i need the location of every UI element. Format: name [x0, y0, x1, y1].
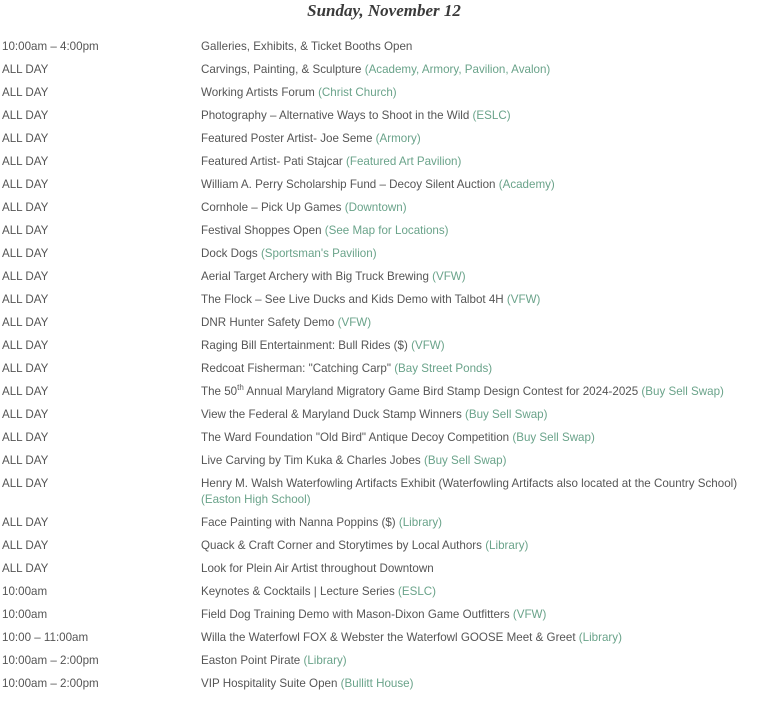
event-description [201, 382, 768, 405]
schedule-row [0, 267, 768, 290]
event-title: View the Federal & Maryland Duck Stamp Winners [201, 408, 462, 421]
event-description [201, 152, 768, 175]
event-location-link[interactable]: (Downtown) [344, 201, 407, 214]
event-title: Aerial Target Archery with Big Truck Brewing [201, 270, 429, 283]
event-description [201, 559, 768, 582]
event-title: Face Painting with Nanna Poppins ($) [201, 516, 396, 529]
event-title: Dock Dogs [201, 247, 258, 260]
schedule-row [0, 451, 768, 474]
event-description [201, 175, 768, 198]
event-location-link[interactable]: (Bay Street Ponds) [394, 362, 493, 375]
event-time: 10:00am – 2:00pm [2, 654, 99, 667]
event-title: VIP Hospitality Suite Open [201, 677, 338, 690]
schedule-row [0, 582, 768, 605]
event-description [201, 37, 768, 60]
event-time: ALL DAY [2, 339, 49, 352]
event-title: Quack & Craft Corner and Storytimes by Local Authors [201, 539, 482, 552]
event-description [201, 267, 768, 290]
event-location-link[interactable]: (Christ Church) [318, 86, 397, 99]
event-description [201, 60, 768, 83]
event-title: Carvings, Painting, & Sculpture [201, 63, 362, 76]
event-title: Annual Maryland Migratory Game Bird Stamp Design Contest for 2024-2025 [243, 385, 639, 398]
event-time: 10:00am [2, 608, 48, 621]
event-location-link[interactable]: (VFW) [506, 293, 541, 306]
event-time: ALL DAY [2, 109, 49, 122]
event-description [201, 674, 768, 697]
event-description [201, 83, 768, 106]
event-time: ALL DAY [2, 224, 49, 237]
schedule-row [0, 382, 768, 405]
event-title: Willa the Waterfowl FOX & Webster the Waterfowl GOOSE Meet & Greet [201, 631, 576, 644]
schedule-row [0, 559, 768, 582]
event-description [201, 290, 768, 313]
schedule-row [0, 152, 768, 175]
event-time: 10:00am – 4:00pm [2, 40, 99, 53]
event-description [201, 582, 768, 605]
event-time: 10:00am [2, 585, 48, 598]
event-title: The Ward Foundation "Old Bird" Antique Decoy Competition [201, 431, 510, 444]
event-location-link[interactable]: (Buy Sell Swap) [465, 408, 548, 421]
event-location-link[interactable]: (Armory) [375, 132, 421, 145]
event-description [201, 605, 768, 628]
event-title-prefix: The 50 [201, 385, 238, 398]
event-location-link[interactable]: (Buy Sell Swap) [641, 385, 724, 398]
event-location-link[interactable]: (Sportsman's Pavilion) [260, 247, 377, 260]
event-title: DNR Hunter Safety Demo [201, 316, 335, 329]
schedule-row [0, 198, 768, 221]
event-location-link[interactable]: (Buy Sell Swap) [512, 431, 595, 444]
event-location-link[interactable]: (VFW) [512, 608, 547, 621]
schedule-row [0, 129, 768, 152]
event-time: 10:00am – 2:00pm [2, 677, 99, 690]
event-time: ALL DAY [2, 431, 49, 444]
event-description [201, 244, 768, 267]
event-title: Festival Shoppes Open [201, 224, 322, 237]
event-location-link[interactable]: (VFW) [432, 270, 466, 283]
event-time: ALL DAY [2, 362, 49, 375]
event-time: ALL DAY [2, 270, 49, 283]
schedule-row [0, 175, 768, 198]
event-location-link[interactable]: (Easton High School) [201, 493, 311, 506]
event-time: ALL DAY [2, 477, 49, 490]
schedule-row [0, 474, 768, 513]
schedule-row [0, 313, 768, 336]
event-description [201, 474, 768, 513]
event-title: Henry M. Walsh Waterfowling Artifacts Exhibit (Waterfowling Artifacts also located at the Country School) [201, 477, 738, 490]
event-time: ALL DAY [2, 316, 49, 329]
event-location-link[interactable]: (VFW) [337, 316, 372, 329]
page-title: Sunday, November 12 [307, 1, 461, 20]
event-time: 10:00 – 11:00am [2, 631, 89, 644]
schedule-row [0, 244, 768, 267]
event-time: ALL DAY [2, 454, 49, 467]
event-description [201, 536, 768, 559]
event-description [201, 106, 768, 129]
schedule-row [0, 290, 768, 313]
event-description [201, 628, 768, 651]
event-location-link[interactable]: (See Map for Locations) [324, 224, 449, 237]
event-title: Live Carving by Tim Kuka & Charles Jobes [201, 454, 421, 467]
event-time: ALL DAY [2, 385, 49, 398]
event-time: ALL DAY [2, 132, 49, 145]
schedule-row [0, 37, 768, 60]
event-location-link[interactable]: (VFW) [411, 339, 445, 352]
event-title: Easton Point Pirate [201, 654, 301, 667]
event-location-link[interactable]: (Library) [485, 539, 529, 552]
event-description [201, 336, 768, 359]
schedule-table [0, 37, 768, 697]
schedule-row [0, 221, 768, 244]
schedule-row [0, 60, 768, 83]
event-time: ALL DAY [2, 516, 49, 529]
event-title: William A. Perry Scholarship Fund – Decoy Silent Auction [201, 178, 496, 191]
ordinal-suffix: th [237, 383, 244, 393]
schedule-row [0, 674, 768, 697]
event-description [201, 359, 768, 382]
event-title: The Flock – See Live Ducks and Kids Demo with Talbot 4H [201, 293, 504, 306]
event-title: Raging Bill Entertainment: Bull Rides ($) [201, 339, 408, 352]
event-description [201, 428, 768, 451]
schedule-row [0, 605, 768, 628]
schedule-row [0, 405, 768, 428]
schedule-body [0, 37, 768, 697]
event-title: Redcoat Fisherman: "Catching Carp" [201, 362, 391, 375]
schedule-row [0, 106, 768, 129]
event-time: ALL DAY [2, 562, 49, 575]
event-title: Look for Plein Air Artist throughout Downtown [201, 562, 434, 575]
event-location-link[interactable]: (Featured Art Pavilion) [346, 155, 462, 168]
event-description [201, 405, 768, 428]
event-location-link[interactable]: (Library) [578, 631, 622, 644]
schedule-row [0, 628, 768, 651]
event-title: Photography – Alternative Ways to Shoot in the Wild [201, 109, 470, 122]
event-description [201, 313, 768, 336]
event-time: ALL DAY [2, 539, 49, 552]
event-time: ALL DAY [2, 201, 49, 214]
event-title: Field Dog Training Demo with Mason-Dixon Game Outfitters [201, 608, 510, 621]
event-time: ALL DAY [2, 86, 49, 99]
event-description [201, 451, 768, 474]
event-title: Featured Artist- Pati Stajcar [201, 155, 343, 168]
event-location-link[interactable]: (Academy) [498, 178, 555, 191]
schedule-row [0, 336, 768, 359]
event-location-link[interactable]: (Academy, Armory, Pavilion, Avalon) [364, 63, 551, 76]
event-description [201, 651, 768, 674]
event-location-link[interactable]: (ESLC) [472, 109, 511, 122]
schedule-row [0, 83, 768, 106]
event-time: ALL DAY [2, 247, 49, 260]
event-title: Keynotes & Cocktails | Lecture Series [201, 585, 395, 598]
event-location-link[interactable]: (ESLC) [398, 585, 437, 598]
event-time: ALL DAY [2, 155, 49, 168]
schedule-row [0, 359, 768, 382]
event-time: ALL DAY [2, 293, 49, 306]
event-description [201, 198, 768, 221]
event-location-link[interactable]: (Buy Sell Swap) [423, 454, 507, 467]
schedule-row [0, 513, 768, 536]
event-title: Working Artists Forum [201, 86, 315, 99]
event-description [201, 129, 768, 152]
schedule-row [0, 536, 768, 559]
event-time: ALL DAY [2, 178, 49, 191]
schedule-row [0, 651, 768, 674]
event-location-link[interactable]: (Library) [398, 516, 443, 529]
event-location-link[interactable]: (Library) [303, 654, 347, 667]
event-title: Cornhole – Pick Up Games [201, 201, 342, 214]
event-title: Featured Poster Artist- Joe Seme [201, 132, 373, 145]
event-description [201, 513, 768, 536]
event-time: ALL DAY [2, 408, 49, 421]
event-title: Galleries, Exhibits, & Ticket Booths Open [201, 40, 413, 53]
event-location-link[interactable]: (Bullitt House) [340, 677, 414, 690]
event-time: ALL DAY [2, 63, 49, 76]
schedule-row [0, 428, 768, 451]
event-description [201, 221, 768, 244]
